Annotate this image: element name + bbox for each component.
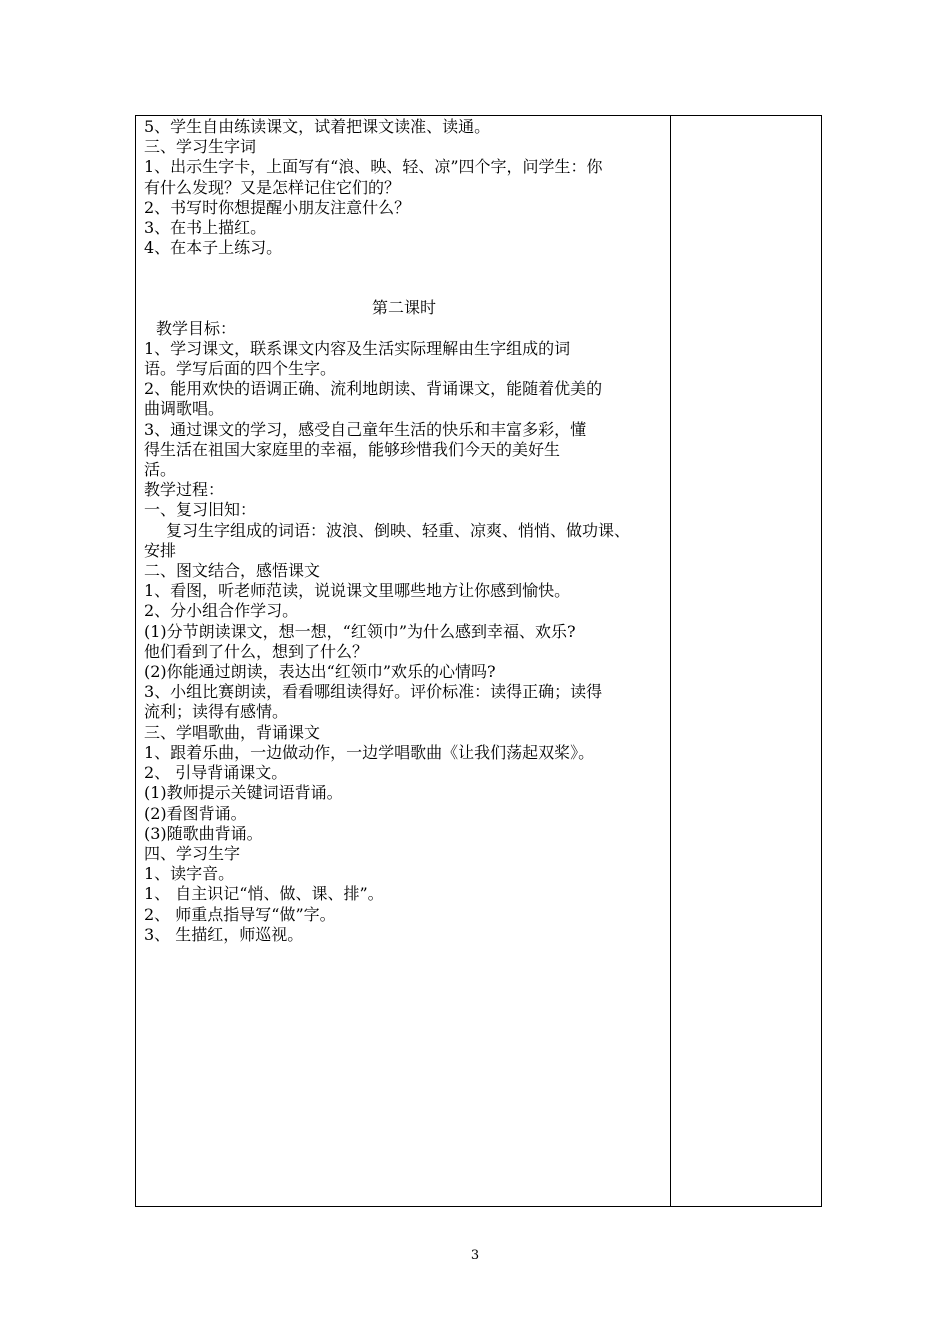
lesson-part-3 [144,541,664,945]
text-line: 5、学生自由练读课文，试着把课文读准、读通。 [144,117,491,136]
text-line: 安排 [144,540,177,560]
text-line: (1)教师提示关键词语背诵。 [144,783,343,803]
text-line: 得生活在祖国大家庭里的幸福，能够珍惜我们今天的美好生 [144,439,561,459]
text-line: (2)你能通过朗读，表达出“红领巾”欢乐的心情吗? [144,662,496,682]
text-line: 流利；读得有感情。 [144,702,289,722]
text-line: 1、读字音。 [144,864,235,884]
text-line: 3、通过课文的学习，感受自己童年生活的快乐和丰富多彩，懂 [144,419,587,439]
text-line: 活。 [144,460,177,480]
text-line: 2、 引导背诵课文。 [144,763,288,783]
lesson-content-cell [136,116,671,1206]
lesson-part-1 [144,117,664,258]
text-line: 3、小组比赛朗读，看看哪组读得好。评价标准：读得正确；读得 [144,682,603,702]
text-line: 二、图文结合，感悟课文 [144,561,321,581]
lesson-table [135,115,822,1207]
section-title: 第二课时 [371,298,436,318]
text-line: 教学过程： [144,480,225,500]
lesson-part-2 [144,339,664,521]
text-line: 曲调歌唱。 [144,399,225,419]
text-line: 4、在本子上练习。 [144,238,283,258]
text-line: 2、能用欢快的语调正确、流利地朗读、背诵课文，能随着优美的 [144,379,603,399]
text-line: 四、学习生字 [144,843,241,863]
text-line: 3、在书上描红。 [144,218,267,238]
text-line: 一、复习旧知： [144,500,257,520]
text-line: 三、学习生字词 [144,137,257,157]
text-line: 2、书写时你想提醒小朋友注意什么？ [144,197,411,217]
text-line: (3)随歌曲背诵。 [144,823,263,843]
review-words-line: 复习生字组成的词语：波浪、倒映、轻重、凉爽、悄悄、做功课、 [166,520,631,540]
text-line: (2)看图背诵。 [144,803,247,823]
text-line: 三、学唱歌曲，背诵课文 [144,722,321,742]
blank-gap [144,258,664,298]
notes-column [671,116,821,1206]
text-line: 语。学写后面的四个生字。 [144,359,337,379]
text-line: 1、出示生字卡，上面写有“浪、映、轻、凉”四个字，问学生：你 [144,157,603,177]
text-line: 3、 生描红，师巡视。 [144,924,304,944]
text-line: (1)分节朗读课文，想一想，“红领巾”为什么感到幸福、欢乐? [144,621,576,641]
text-line: 1、跟着乐曲，一边做动作，一边学唱歌曲《让我们荡起双桨》。 [144,742,595,762]
text-line: 2、分小组合作学习。 [144,601,299,621]
objectives-heading: 教学目标： [156,318,237,338]
text-line: 他们看到了什么，想到了什么？ [144,641,369,661]
page-number: 3 [470,1248,480,1263]
text-line: 1、学习课文，联系课文内容及生活实际理解由生字组成的词 [144,338,571,358]
text-line: 1、 自主识记“悄、做、课、排”。 [144,884,384,904]
text-line: 1、看图，听老师范读，说说课文里哪些地方让你感到愉快。 [144,581,571,601]
text-line: 有什么发现？又是怎样记住它们的？ [144,177,401,197]
text-line: 2、 师重点指导写“做”字。 [144,904,336,924]
